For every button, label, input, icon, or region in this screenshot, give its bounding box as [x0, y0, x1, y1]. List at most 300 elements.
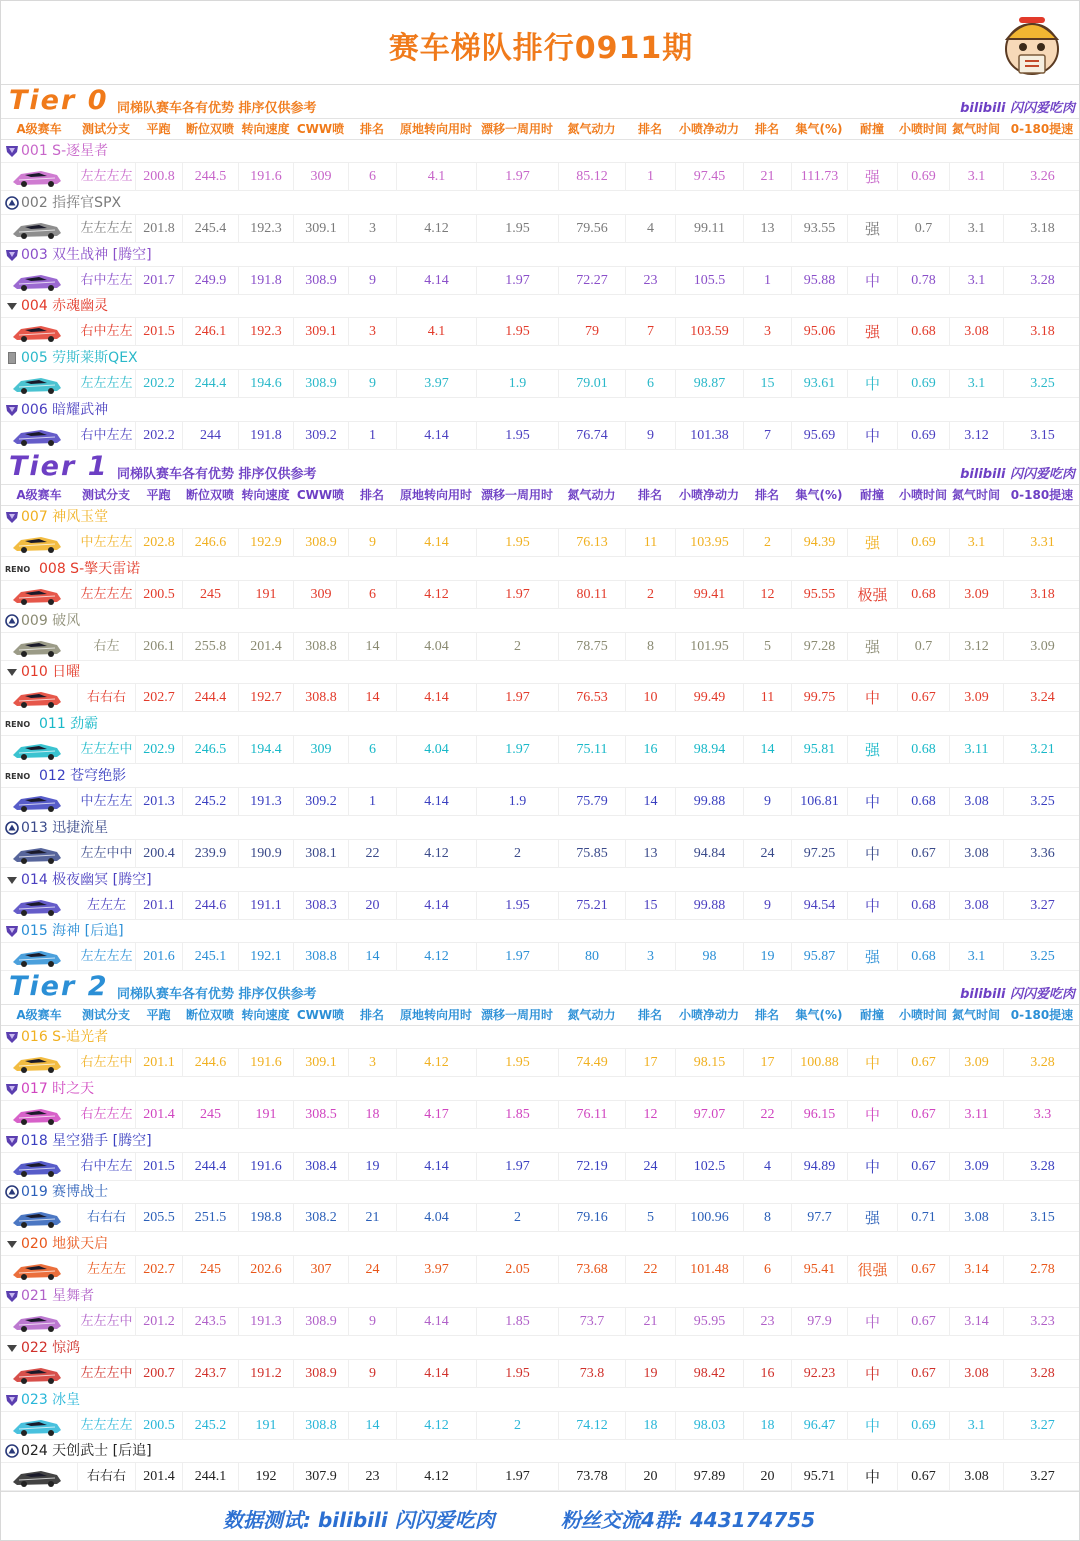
table-cell: 0.71 — [897, 1204, 949, 1232]
car-thumbnail-icon — [11, 635, 63, 659]
table-cell: 75.21 — [558, 892, 625, 920]
car-number: 020 — [21, 1236, 48, 1253]
tier-label: Tier 1 — [9, 451, 109, 482]
table-cell: 中 — [847, 1049, 897, 1077]
car-name — [5, 766, 126, 786]
table-cell: 72.19 — [558, 1153, 625, 1181]
table-cell: 4.1 — [396, 318, 476, 346]
table-cell: 99.88 — [675, 892, 743, 920]
table-cell: 202.8 — [135, 529, 182, 557]
column-header: 耐撞 — [859, 488, 884, 502]
table-cell: 99.88 — [675, 788, 743, 816]
table-row — [1, 162, 1080, 191]
table-cell: 2 — [476, 1204, 558, 1232]
car-entry[interactable] — [1, 1233, 1080, 1285]
table-cell: 中 — [847, 1412, 897, 1440]
table-cell: 3.27 — [1003, 1412, 1080, 1440]
table-cell: 3.28 — [1003, 1049, 1080, 1077]
table-cell: 24 — [348, 1256, 396, 1284]
column-header: 小喷净动力 — [678, 122, 739, 136]
tier-credit: bilibili 闪闪爱吃肉 — [960, 467, 1075, 482]
table-cell: 3.1 — [949, 943, 1003, 971]
svg-text:RENO: RENO — [5, 720, 31, 730]
table-cell: 3.1 — [949, 1412, 1003, 1440]
car-entry[interactable] — [1, 869, 1080, 921]
table-cell: 1.95 — [476, 422, 558, 450]
table-cell: 7 — [743, 422, 791, 450]
table-cell: 97.07 — [675, 1101, 743, 1129]
table-cell: 中 — [847, 1153, 897, 1181]
table-row — [1, 891, 1080, 920]
table-cell: 201.1 — [135, 892, 182, 920]
car-entry[interactable] — [1, 558, 1080, 610]
table-cell: 99.75 — [791, 684, 847, 712]
table-cell: 13 — [743, 215, 791, 243]
table-cell: 3.97 — [396, 1256, 476, 1284]
car-name-text: 海神 [后追] — [47, 923, 124, 940]
table-cell: 左左左左 — [77, 943, 135, 971]
shield-icon — [5, 1082, 19, 1096]
table-row — [1, 942, 1080, 971]
car-entry[interactable] — [1, 140, 1080, 192]
table-cell: 98.87 — [675, 370, 743, 398]
table-cell: 76.11 — [558, 1101, 625, 1129]
column-header: 氮气动力 — [567, 1008, 616, 1022]
car-name — [5, 245, 152, 265]
table-cell: 191.8 — [238, 422, 293, 450]
car-name-text: 指挥官SPX — [47, 194, 122, 211]
table-cell: 308.1 — [293, 840, 348, 868]
table-cell: 3.12 — [949, 633, 1003, 661]
car-thumbnail-icon — [11, 945, 63, 969]
shield-icon — [5, 924, 19, 938]
table-cell: 85.12 — [558, 163, 625, 191]
car-thumbnail-icon — [11, 320, 63, 344]
table-cell: 1.97 — [476, 1153, 558, 1181]
table-cell: 23 — [625, 267, 675, 295]
car-entry[interactable] — [1, 1130, 1080, 1182]
table-cell: 95.69 — [791, 422, 847, 450]
table-cell: 79.16 — [558, 1204, 625, 1232]
table-cell: 24 — [743, 840, 791, 868]
table-cell: 95.71 — [791, 1463, 847, 1491]
footer-data-credit: 数据测试: bilibili 闪闪爱吃肉 — [223, 1508, 495, 1532]
column-header: 小喷时间 — [898, 488, 947, 502]
table-cell: 78.75 — [558, 633, 625, 661]
tier-header — [1, 86, 1080, 118]
table-cell: 3.09 — [949, 1153, 1003, 1181]
column-header: 断位双喷 — [185, 488, 234, 502]
table-cell: 4.12 — [396, 1463, 476, 1491]
car-number: 017 — [21, 1080, 48, 1097]
table-cell: 0.68 — [897, 318, 949, 346]
car-number: 005 — [21, 350, 48, 367]
column-header: 断位双喷 — [185, 122, 234, 136]
table-cell: 1 — [625, 163, 675, 191]
table-cell: 8 — [625, 633, 675, 661]
car-thumbnail-icon — [11, 738, 63, 762]
table-cell: 9 — [743, 892, 791, 920]
table-cell: 244.4 — [182, 1153, 238, 1181]
car-thumbnail-icon — [11, 1155, 63, 1179]
table-cell: 16 — [625, 736, 675, 764]
table-cell: 0.68 — [897, 943, 949, 971]
car-thumbnail-icon — [11, 531, 63, 555]
table-cell: 左左左左 — [77, 215, 135, 243]
table-cell: 309 — [293, 163, 348, 191]
table-cell: 3.27 — [1003, 892, 1080, 920]
table-cell: 1.95 — [476, 1049, 558, 1077]
table-cell: 201.5 — [135, 1153, 182, 1181]
column-header: 原地转向用时 — [399, 122, 472, 136]
column-header: 漂移一周用时 — [480, 122, 553, 136]
car-name-text: 天创武士 [后追] — [47, 1443, 152, 1460]
car-name — [5, 400, 108, 420]
table-cell: 21 — [348, 1204, 396, 1232]
car-entry[interactable] — [1, 192, 1080, 244]
car-entry[interactable] — [1, 1026, 1080, 1078]
car-name — [5, 507, 108, 527]
table-cell: 0.67 — [897, 1101, 949, 1129]
column-header: 排名 — [754, 122, 779, 136]
table-cell: 3 — [743, 318, 791, 346]
table-cell: 14 — [743, 736, 791, 764]
table-cell: 右中左左 — [77, 318, 135, 346]
table-cell: 24 — [625, 1153, 675, 1181]
car-number: 019 — [21, 1184, 48, 1201]
table-cell: 76.74 — [558, 422, 625, 450]
table-cell: 191 — [238, 581, 293, 609]
tier-note: 同梯队赛车各有优势 排序仅供参考 — [117, 101, 317, 116]
column-header: CWW喷 — [296, 488, 345, 502]
table-cell: 94.39 — [791, 529, 847, 557]
table-cell: 0.69 — [897, 163, 949, 191]
table-cell: 200.7 — [135, 1360, 182, 1388]
table-cell: 4.12 — [396, 1412, 476, 1440]
car-number: 013 — [21, 819, 48, 836]
table-cell: 0.69 — [897, 370, 949, 398]
table-cell: 308.5 — [293, 1101, 348, 1129]
table-cell: 16 — [743, 1360, 791, 1388]
table-cell: 3.1 — [949, 370, 1003, 398]
column-header: 小喷时间 — [898, 122, 947, 136]
table-cell: 15 — [743, 370, 791, 398]
table-cell: 5 — [743, 633, 791, 661]
table-cell: 1.97 — [476, 736, 558, 764]
car-number: 007 — [21, 509, 48, 525]
grille-icon — [5, 351, 19, 365]
car-entry[interactable] — [1, 506, 1080, 558]
table-cell: 194.4 — [238, 736, 293, 764]
car-thumbnail-icon — [11, 1465, 63, 1489]
table-cell: 79 — [558, 318, 625, 346]
column-header: 排名 — [637, 1008, 662, 1022]
table-row — [1, 683, 1080, 712]
column-header: 转向速度 — [241, 488, 290, 502]
car-number: 009 — [21, 612, 48, 629]
shield-icon — [5, 403, 19, 417]
table-cell: 80 — [558, 943, 625, 971]
table-cell: 右中左左 — [77, 1153, 135, 1181]
table-cell: 200.5 — [135, 581, 182, 609]
car-name — [5, 662, 80, 682]
footer-fan-group: 粉丝交流4群: 443174755 — [561, 1508, 816, 1532]
table-cell: 97.89 — [675, 1463, 743, 1491]
car-name — [5, 193, 121, 213]
car-entry[interactable] — [1, 610, 1080, 662]
table-cell: 强 — [847, 943, 897, 971]
car-number: 021 — [21, 1287, 48, 1304]
table-cell: 9 — [625, 422, 675, 450]
svg-text:RENO: RENO — [5, 564, 31, 574]
car-entry[interactable] — [1, 1285, 1080, 1337]
table-cell: 95.55 — [791, 581, 847, 609]
table-cell: 2 — [476, 1412, 558, 1440]
table-cell: 19 — [625, 1360, 675, 1388]
table-cell: 200.4 — [135, 840, 182, 868]
table-cell: 192.7 — [238, 684, 293, 712]
table-cell: 1.85 — [476, 1308, 558, 1336]
table-row — [1, 1100, 1080, 1129]
table-cell: 0.78 — [897, 267, 949, 295]
table-cell: 3 — [348, 215, 396, 243]
table-cell: 10 — [625, 684, 675, 712]
car-name-text: S-擎天雷诺 — [65, 560, 141, 577]
table-cell: 3.08 — [949, 788, 1003, 816]
reno-logo-icon — [5, 717, 37, 731]
car-entry[interactable] — [1, 244, 1080, 296]
car-entry[interactable] — [1, 920, 1080, 972]
table-cell: 13 — [625, 840, 675, 868]
table-cell: 75.11 — [558, 736, 625, 764]
car-name-text: 时之天 — [47, 1080, 95, 1097]
table-cell: 0.7 — [897, 633, 949, 661]
table-cell: 4.12 — [396, 840, 476, 868]
table-cell: 左左左 — [77, 1256, 135, 1284]
tier-header — [1, 972, 1080, 1004]
table-cell: 19 — [743, 943, 791, 971]
car-name-text: 迅捷流星 — [47, 819, 109, 836]
car-thumbnail-icon — [11, 424, 63, 448]
table-row — [1, 735, 1080, 764]
table-cell: 201.1 — [135, 1049, 182, 1077]
table-cell: 191.1 — [238, 892, 293, 920]
table-cell: 191 — [238, 1101, 293, 1129]
table-cell: 18 — [348, 1101, 396, 1129]
table-cell: 1.95 — [476, 529, 558, 557]
table-cell: 0.68 — [897, 892, 949, 920]
table-cell: 244.5 — [182, 163, 238, 191]
table-cell: 中左左左 — [77, 529, 135, 557]
table-cell: 95.87 — [791, 943, 847, 971]
table-cell: 98.94 — [675, 736, 743, 764]
table-cell: 245 — [182, 1256, 238, 1284]
car-number: 008 — [39, 560, 66, 577]
column-header: 排名 — [359, 488, 384, 502]
column-header: 排名 — [637, 488, 662, 502]
car-number: 014 — [21, 871, 48, 888]
column-header: 0-180提速 — [1010, 1008, 1074, 1022]
table-cell: 3.28 — [1003, 1360, 1080, 1388]
car-entry[interactable] — [1, 295, 1080, 347]
shield-icon — [5, 248, 19, 262]
car-name — [5, 296, 108, 316]
table-cell: 18 — [743, 1412, 791, 1440]
table-cell: 75.79 — [558, 788, 625, 816]
table-cell: 309.2 — [293, 422, 348, 450]
car-number: 015 — [21, 923, 48, 940]
table-cell: 0.67 — [897, 1256, 949, 1284]
table-cell: 1 — [743, 267, 791, 295]
table-cell: 左左左中 — [77, 1360, 135, 1388]
table-cell: 4.04 — [396, 736, 476, 764]
table-cell: 191.3 — [238, 1308, 293, 1336]
table-cell: 14 — [348, 633, 396, 661]
table-cell: 246.6 — [182, 529, 238, 557]
table-cell: 4.14 — [396, 684, 476, 712]
table-cell: 244.6 — [182, 1049, 238, 1077]
table-cell: 中 — [847, 267, 897, 295]
table-cell: 194.6 — [238, 370, 293, 398]
table-cell: 3.14 — [949, 1256, 1003, 1284]
table-cell: 7 — [625, 318, 675, 346]
table-cell: 309.1 — [293, 318, 348, 346]
car-name — [5, 1182, 108, 1202]
table-row — [1, 1462, 1080, 1491]
table-cell: 246.5 — [182, 736, 238, 764]
car-entry[interactable] — [1, 713, 1080, 765]
table-cell: 245.1 — [182, 943, 238, 971]
column-header: 漂移一周用时 — [480, 1008, 553, 1022]
table-cell: 15 — [625, 892, 675, 920]
table-cell: 308.8 — [293, 1412, 348, 1440]
car-name-text: S-逐星者 — [47, 143, 109, 159]
column-header: 集气(%) — [795, 488, 843, 502]
table-cell: 244 — [182, 422, 238, 450]
table-cell: 93.61 — [791, 370, 847, 398]
table-cell: 1 — [348, 788, 396, 816]
table-cell: 202.2 — [135, 422, 182, 450]
table-cell: 308.2 — [293, 1204, 348, 1232]
table-cell: 98.42 — [675, 1360, 743, 1388]
table-cell: 3.08 — [949, 892, 1003, 920]
column-header: 小喷净动力 — [678, 1008, 739, 1022]
table-cell: 左左左左 — [77, 370, 135, 398]
table-cell: 191.8 — [238, 267, 293, 295]
car-number: 016 — [21, 1029, 48, 1045]
car-entry[interactable] — [1, 765, 1080, 817]
table-cell: 308.8 — [293, 684, 348, 712]
table-cell: 308.9 — [293, 1308, 348, 1336]
column-header: 漂移一周用时 — [480, 488, 553, 502]
triangle-icon — [5, 665, 19, 679]
table-row — [1, 1411, 1080, 1440]
tier-note: 同梯队赛车各有优势 排序仅供参考 — [117, 467, 317, 482]
table-cell: 4 — [743, 1153, 791, 1181]
table-cell: 2 — [476, 633, 558, 661]
table-cell: 14 — [348, 1412, 396, 1440]
table-row — [1, 266, 1080, 295]
car-name-text: 冰皇 — [47, 1391, 81, 1408]
reno-logo-icon — [5, 769, 37, 783]
tier-label: Tier 0 — [9, 85, 109, 116]
table-cell: 101.95 — [675, 633, 743, 661]
table-cell: 3.26 — [1003, 163, 1080, 191]
table-cell: 1.97 — [476, 267, 558, 295]
table-cell: 309 — [293, 736, 348, 764]
car-entry[interactable] — [1, 1337, 1080, 1389]
table-cell: 3.97 — [396, 370, 476, 398]
table-cell: 1.97 — [476, 684, 558, 712]
car-entry[interactable] — [1, 1181, 1080, 1233]
car-name — [5, 1338, 80, 1358]
car-thumbnail-icon — [11, 217, 63, 241]
car-number: 001 — [21, 143, 48, 159]
table-cell: 309.1 — [293, 1049, 348, 1077]
table-cell: 4.14 — [396, 788, 476, 816]
table-cell: 0.7 — [897, 215, 949, 243]
car-number: 002 — [21, 194, 48, 211]
car-entry[interactable] — [1, 817, 1080, 869]
car-entry[interactable] — [1, 347, 1080, 399]
table-cell: 73.7 — [558, 1308, 625, 1336]
table-cell: 3.36 — [1003, 840, 1080, 868]
column-header: 排名 — [754, 488, 779, 502]
table-cell: 11 — [625, 529, 675, 557]
tier-note: 同梯队赛车各有优势 排序仅供参考 — [117, 987, 317, 1002]
column-header: 断位双喷 — [185, 1008, 234, 1022]
table-cell: 0.68 — [897, 736, 949, 764]
table-cell: 4.04 — [396, 633, 476, 661]
table-cell: 191.6 — [238, 1153, 293, 1181]
table-cell: 中 — [847, 892, 897, 920]
table-cell: 17 — [743, 1049, 791, 1077]
table-cell: 4.14 — [396, 267, 476, 295]
car-name-text: 星空猎手 [腾空] — [47, 1132, 152, 1149]
column-header: 原地转向用时 — [399, 488, 472, 502]
table-cell: 202.9 — [135, 736, 182, 764]
table-cell: 3.25 — [1003, 788, 1080, 816]
table-cell: 3.18 — [1003, 318, 1080, 346]
car-entry[interactable] — [1, 661, 1080, 713]
table-cell: 8 — [743, 1204, 791, 1232]
table-cell: 245 — [182, 1101, 238, 1129]
car-entry[interactable] — [1, 1389, 1080, 1441]
table-cell: 23 — [348, 1463, 396, 1491]
shield-icon — [5, 1393, 19, 1407]
table-cell: 0.67 — [897, 1308, 949, 1336]
table-cell: 右左左左 — [77, 1101, 135, 1129]
car-thumbnail-icon — [11, 583, 63, 607]
table-cell: 4.14 — [396, 892, 476, 920]
car-entry[interactable] — [1, 399, 1080, 451]
table-cell: 74.12 — [558, 1412, 625, 1440]
table-row — [1, 369, 1080, 398]
table-cell: 0.67 — [897, 1153, 949, 1181]
table-cell: 23 — [743, 1308, 791, 1336]
car-name — [5, 1234, 108, 1254]
car-number: 003 — [21, 246, 48, 263]
table-cell: 右左 — [77, 633, 135, 661]
table-cell: 201.5 — [135, 318, 182, 346]
car-entry[interactable] — [1, 1078, 1080, 1130]
table-cell: 309.1 — [293, 215, 348, 243]
table-cell: 22 — [625, 1256, 675, 1284]
column-header: CWW喷 — [296, 1008, 345, 1022]
car-name-text: 赤魂幽灵 — [47, 298, 109, 315]
car-entry[interactable] — [1, 1440, 1080, 1492]
table-cell: 4.12 — [396, 943, 476, 971]
